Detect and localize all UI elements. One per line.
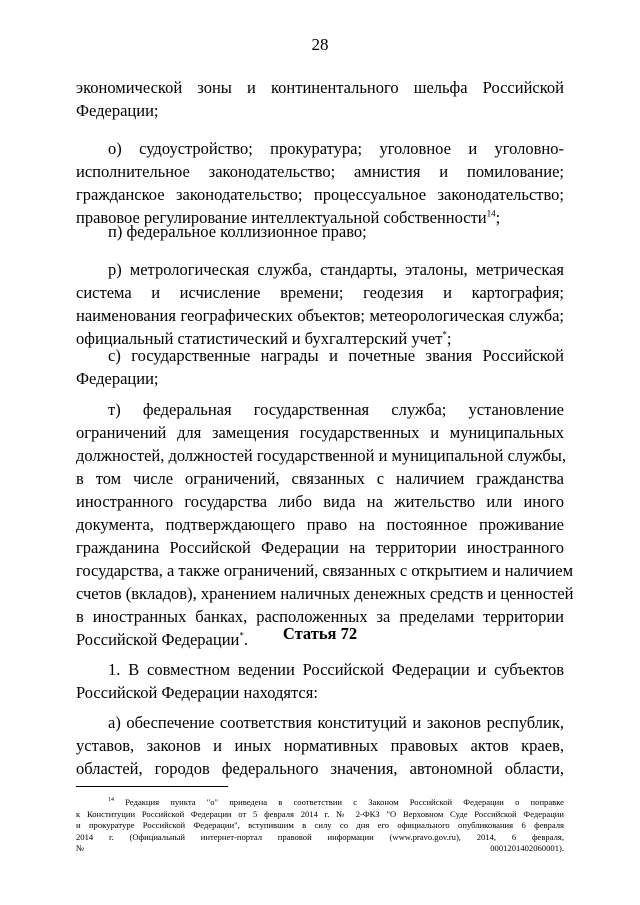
text-line: а) обеспечение соответствия конституций и законов республик, bbox=[108, 713, 564, 732]
paragraph-a bbox=[76, 711, 564, 780]
paragraph-t bbox=[76, 398, 574, 651]
text-line: уставов, законов и иных нормативных правовых актов краев, bbox=[76, 736, 564, 755]
text-line: р) метрологическая служба, стандарты, эталоны, метрическая bbox=[108, 260, 564, 279]
text-line: областей, городов федерального значения, автономной области, bbox=[76, 759, 564, 778]
text-line: 1. В совместном ведении Российской Федерации и субъектов bbox=[108, 660, 564, 679]
footnote-mark: 14 bbox=[108, 797, 114, 804]
footnote-ref: * bbox=[239, 630, 244, 641]
footnote-line: 2014 г. (Официальный интернет-портал правовой информации (www.pravo.gov.ru), 2014, 6 февраля, bbox=[76, 831, 564, 842]
text-line: наименования географических объектов; метеорологическая служба; bbox=[76, 306, 564, 325]
text-line: в иностранных банках, расположенных за пределами территории bbox=[76, 607, 564, 626]
footnote-ref: * bbox=[442, 329, 447, 340]
text-line: о) судоустройство; прокуратура; уголовное и уголовно- bbox=[108, 139, 564, 158]
text-line: гражданское законодательство; процессуальное законодательство; bbox=[76, 185, 564, 204]
text-line: с) государственные награды и почетные звания Российской bbox=[108, 346, 564, 365]
text-line: Федерации; bbox=[76, 369, 159, 388]
text-line: ограничений для замещения государственных и муниципальных bbox=[76, 423, 564, 442]
text-line: счетов (вкладов), хранением наличных денежных средств и ценностей bbox=[76, 584, 574, 603]
paragraph-1 bbox=[76, 658, 564, 704]
text-line: иностранного государства либо вида на жительство или иного bbox=[76, 492, 564, 511]
text-line: документа, подтверждающего право на постоянное проживание bbox=[76, 515, 564, 534]
text-line: должностей, должностей государственной и муниципальной службы, bbox=[76, 446, 567, 465]
text-fragment: Российской Федерации bbox=[76, 630, 240, 649]
text-line: Российской Федерации находятся: bbox=[76, 683, 318, 702]
footnote bbox=[76, 797, 564, 855]
text-fragment: правовое регулирование интеллектуальной собственности bbox=[76, 208, 487, 227]
text-line: в том числе ограничений, связанных с наличием гражданства bbox=[76, 469, 564, 488]
footnote-line: к Конституции Российской Федерации от 5 февраля 2014 г. № 2-ФКЗ "О Верховном Суде Российской Федерации bbox=[76, 808, 564, 819]
footnote-line bbox=[76, 797, 564, 809]
text-fragment: ; bbox=[446, 329, 452, 348]
paragraph-n-continuation bbox=[76, 76, 564, 122]
text-fragment: ; bbox=[495, 208, 501, 227]
text-fragment: Редакция пункта "о" приведена в соответствии с Законом Российской Федерации о поправке bbox=[125, 797, 564, 807]
paragraph-r bbox=[76, 258, 564, 350]
text-fragment: официальный статистический и бухгалтерский учет bbox=[76, 329, 443, 348]
text-line: исполнительное законодательство; амнистия и помилование; bbox=[76, 162, 564, 181]
text-line: экономической зоны и континентального шельфа Российской bbox=[76, 78, 564, 97]
text-line: государства, а также ограничений, связанных с открытием и наличием bbox=[76, 561, 574, 580]
paragraph-s bbox=[76, 344, 564, 390]
text-fragment: . bbox=[243, 630, 248, 649]
text-line: п) федеральное коллизионное право; bbox=[108, 222, 367, 241]
text-line: Федерации; bbox=[76, 101, 159, 120]
article-heading: Статья 72 bbox=[282, 624, 358, 643]
page-number: 28 bbox=[311, 35, 329, 54]
text-line: гражданина Российской Федерации на территории иностранного bbox=[76, 538, 564, 557]
footnote-line: № 0001201402060001). bbox=[76, 843, 564, 853]
paragraph-o bbox=[76, 137, 564, 229]
text-line: т) федеральная государственная служба; установление bbox=[108, 400, 564, 419]
footnote-divider bbox=[76, 786, 228, 787]
paragraph-p bbox=[76, 220, 564, 243]
footnote-line: и прокуратуре Российской Федерации", вступившим в силу со дня его официального опубликования 6 февраля bbox=[76, 820, 564, 830]
footnote-ref: 14 bbox=[486, 208, 496, 219]
text-line: система и исчисление времени; геодезия и картография; bbox=[76, 283, 564, 302]
